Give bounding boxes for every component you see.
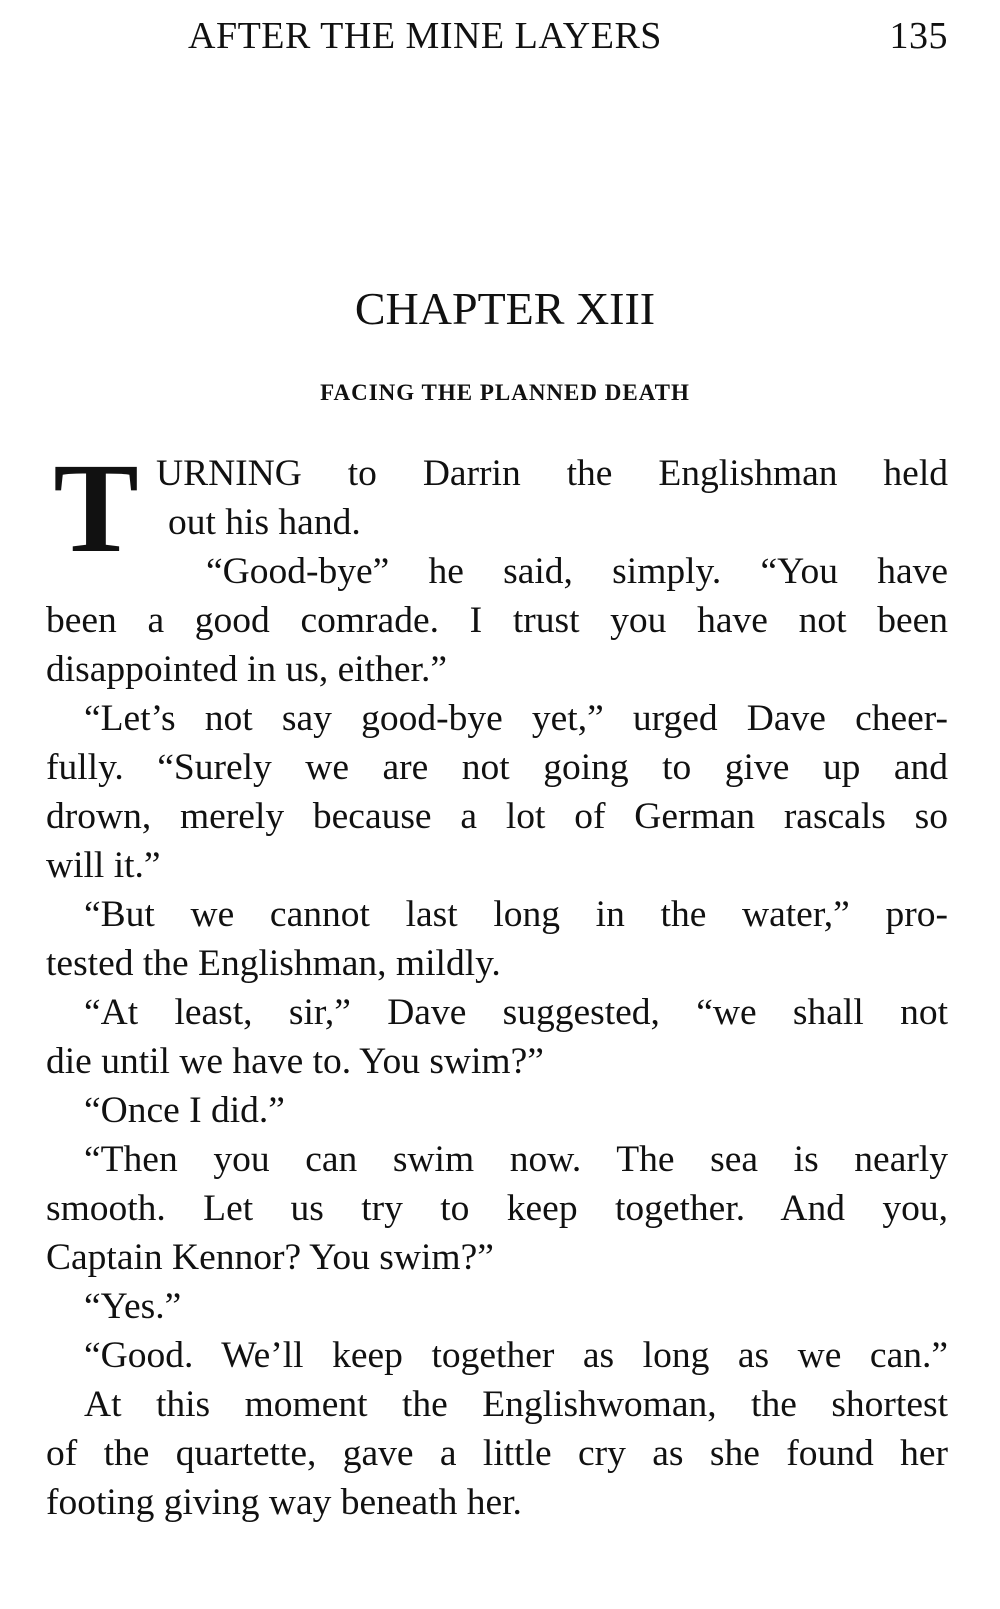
text-line: “Once I did.” bbox=[84, 1090, 285, 1131]
text-line: will it.” bbox=[46, 845, 161, 886]
text-line: disappointed in us, either.” bbox=[46, 649, 447, 690]
text-line: drown, merely because a lot of German rascals so bbox=[46, 796, 948, 837]
text-line: “Then you can swim now. The sea is nearly bbox=[84, 1139, 948, 1180]
text-line: footing giving way beneath her. bbox=[46, 1482, 522, 1523]
drop-cap: T bbox=[53, 437, 139, 579]
text-line: smooth. Let us try to keep together. And you, bbox=[46, 1188, 948, 1229]
running-head bbox=[188, 14, 948, 70]
body-text bbox=[46, 449, 948, 1527]
text-line: been a good comrade. I trust you have not been bbox=[46, 600, 948, 641]
text-line: “But we cannot last long in the water,” pro- bbox=[84, 894, 948, 935]
text-line: Captain Kennor? You swim?” bbox=[46, 1237, 494, 1278]
chapter-number: CHAPTER XIII bbox=[354, 283, 656, 334]
text-line: URNING to Darrin the Englishman held bbox=[156, 453, 948, 494]
page-number: 135 bbox=[889, 15, 948, 57]
text-line: “Good-bye” he said, simply. “You have bbox=[206, 551, 948, 592]
text-line: die until we have to. You swim?” bbox=[46, 1041, 544, 1082]
text-line: tested the Englishman, mildly. bbox=[46, 943, 501, 984]
running-title: AFTER THE MINE LAYERS bbox=[188, 15, 662, 57]
text-line: out his hand. bbox=[168, 502, 361, 543]
chapter-title: FACING THE PLANNED DEATH bbox=[320, 380, 690, 405]
text-line: “Let’s not say good-bye yet,” urged Dave cheer- bbox=[84, 698, 948, 739]
text-line: “Yes.” bbox=[84, 1286, 182, 1327]
text-line: “Good. We’ll keep together as long as we can.” bbox=[84, 1335, 948, 1376]
text-line: fully. “Surely we are not going to give up and bbox=[46, 747, 948, 788]
text-line: of the quartette, gave a little cry as she found her bbox=[46, 1433, 948, 1474]
text-line: At this moment the Englishwoman, the shortest bbox=[84, 1384, 948, 1425]
text-line: “At least, sir,” Dave suggested, “we shall not bbox=[84, 992, 948, 1033]
